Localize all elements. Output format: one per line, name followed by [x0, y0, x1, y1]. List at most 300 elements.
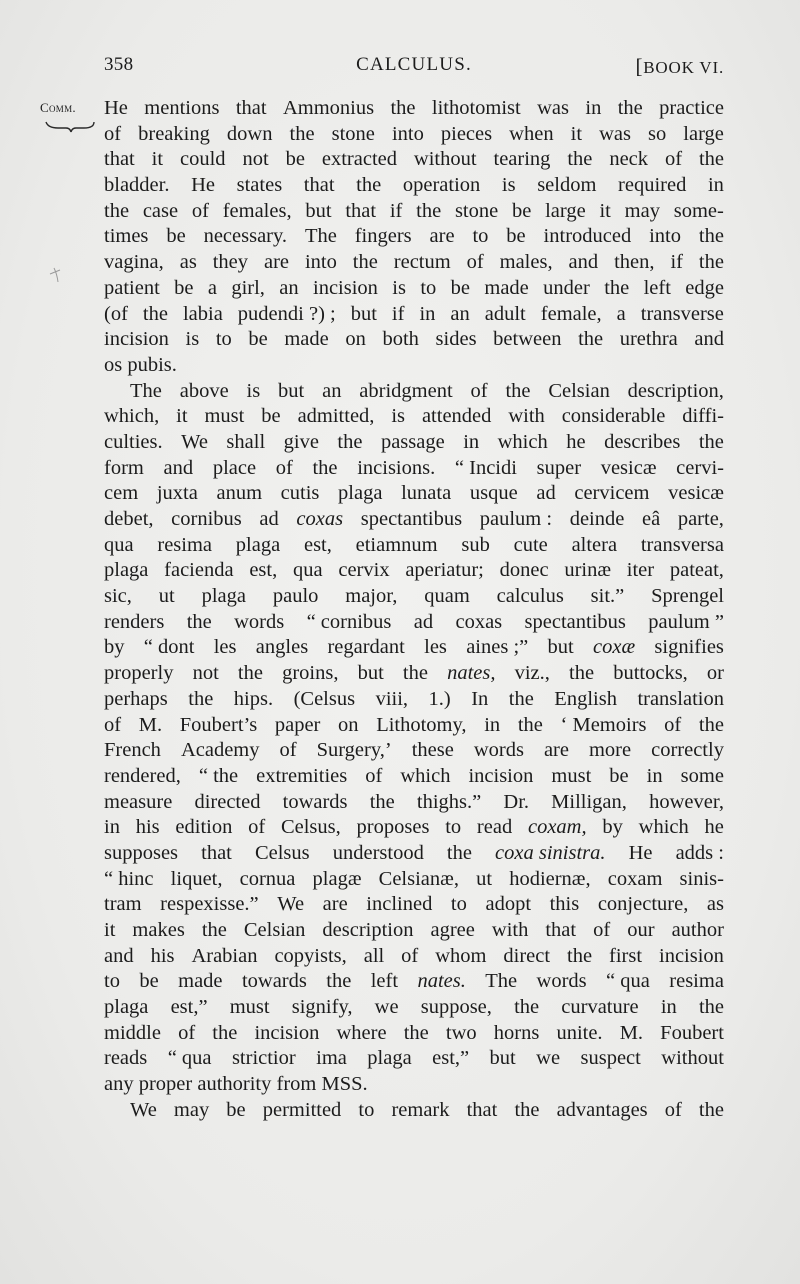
word: an [450, 302, 470, 325]
word: large [545, 199, 586, 222]
word: as [179, 251, 197, 274]
word: seldom [537, 174, 597, 197]
word: that [345, 199, 377, 222]
word: be [261, 405, 281, 428]
word: it [104, 919, 116, 941]
word: tearing [493, 148, 551, 171]
word: words [536, 970, 587, 993]
word: shall [226, 430, 266, 453]
word: “ Incidi [454, 456, 517, 479]
word: females, [222, 199, 292, 222]
word: buttocks, [613, 662, 688, 685]
word: with [491, 919, 529, 941]
word: he [704, 816, 724, 839]
word: of [275, 456, 293, 479]
word: of [664, 148, 683, 171]
word: by [104, 636, 125, 659]
word: be [506, 225, 526, 248]
word: liquet, [170, 867, 223, 890]
word: “ cornibus [306, 610, 392, 633]
word: two [445, 1021, 477, 1044]
word: to [450, 893, 467, 916]
word: supposes [104, 841, 179, 864]
word: but [278, 379, 305, 402]
word: but [305, 199, 332, 222]
word: lunata [401, 482, 452, 505]
word: coxam [607, 867, 663, 890]
word: resima [669, 970, 724, 993]
word: sic, [104, 585, 132, 608]
word: Celsian [548, 379, 610, 402]
word: the [356, 174, 382, 197]
word: in [585, 97, 602, 119]
word: is [501, 174, 516, 197]
chapter-title: CALCULUS. [356, 54, 472, 75]
word: is [246, 379, 261, 402]
word: be [285, 148, 305, 171]
word: if [670, 251, 683, 274]
word: in [104, 816, 120, 839]
word: considerable [561, 405, 666, 428]
word: stone [331, 122, 375, 145]
word: which [497, 430, 548, 453]
word: altera [571, 533, 618, 556]
word: not [242, 148, 269, 171]
word: juxta [156, 482, 198, 505]
word: the [698, 251, 724, 274]
word: where [336, 1021, 387, 1044]
word: above [179, 379, 229, 402]
word: but [357, 662, 384, 685]
word: culties. [104, 430, 163, 453]
text-line [104, 1021, 724, 1047]
word: M. [138, 713, 163, 736]
page-number: 358 [104, 54, 134, 75]
word: lithotomist [431, 97, 521, 119]
word: of [365, 764, 383, 787]
word: vesicæ [668, 482, 724, 505]
word: ‘ Memoirs [560, 713, 647, 736]
word: but [350, 302, 377, 325]
word: tram [104, 893, 142, 916]
word: incision [313, 276, 378, 299]
margin-note-commentary: Comm. [40, 100, 76, 115]
word: reads [104, 1047, 148, 1070]
word: cervi- [676, 456, 724, 479]
word: place [212, 456, 257, 479]
word: hips. [233, 687, 274, 710]
word: it [599, 199, 611, 222]
word: “ hinc [104, 867, 154, 890]
word: adds : [675, 841, 724, 864]
word: description [322, 919, 414, 941]
word: inclined [366, 893, 433, 916]
word: direct [503, 944, 551, 967]
word: patient [104, 276, 160, 299]
word: some [680, 764, 724, 787]
text-line [104, 199, 724, 225]
word: cute [513, 533, 548, 556]
word: by [602, 816, 623, 839]
word: and [163, 456, 194, 479]
word: qua [292, 559, 323, 582]
word: rendered, [104, 764, 181, 787]
word: that [545, 919, 577, 941]
word: 1.) [428, 687, 451, 710]
word: left [643, 276, 671, 299]
pencil-mark-icon [48, 262, 70, 284]
word: labia [182, 302, 223, 325]
word: operation [402, 174, 481, 197]
word: spectantibus [360, 508, 463, 530]
word: Milligan, [551, 790, 627, 813]
word: the [617, 97, 643, 119]
word: on [345, 328, 366, 351]
word: Celsian [243, 919, 306, 941]
word: ad [259, 508, 279, 530]
text-line [104, 302, 724, 328]
word: in [646, 764, 663, 787]
word: curvature [561, 996, 639, 1019]
word: edge [685, 276, 724, 299]
word: so [648, 122, 667, 145]
word: Celsus [254, 841, 310, 864]
word: the [337, 430, 363, 453]
word: super [536, 456, 582, 479]
word: we [374, 996, 399, 1019]
word: bladder. [104, 174, 170, 197]
word: the [569, 662, 595, 685]
word: case [142, 199, 179, 222]
text-line [104, 584, 724, 610]
word: fingers [354, 225, 412, 248]
word: the [326, 970, 352, 993]
word: spectantibus [524, 610, 626, 633]
word: viz., [514, 662, 550, 685]
word: into [649, 225, 682, 248]
word: qua [104, 533, 134, 556]
word: cervix [338, 559, 390, 582]
word: left [370, 970, 399, 993]
word: ad [536, 482, 556, 505]
word: the [201, 919, 227, 941]
word: not [192, 662, 219, 685]
word: He [104, 97, 128, 119]
word: the [403, 1021, 429, 1044]
word: makes [132, 919, 185, 941]
word: urethra [619, 328, 678, 351]
word: in [660, 996, 677, 1019]
word: strictior [231, 1047, 296, 1070]
book-bracket: [ [635, 54, 644, 78]
word: the [508, 687, 534, 710]
word: French [104, 739, 161, 762]
word: incision [104, 328, 169, 351]
word: more [588, 739, 632, 762]
word: est, [303, 533, 332, 556]
word: pudendi ?) ; [237, 302, 336, 325]
word: the [352, 251, 378, 274]
word: We [181, 430, 208, 453]
word: translation [637, 687, 724, 710]
word: of [401, 944, 419, 967]
word: He [191, 174, 215, 197]
word: it [151, 148, 164, 171]
word: both [382, 328, 419, 351]
word: of [104, 713, 122, 736]
word: urinæ [564, 559, 612, 582]
book-label-text: BOOK VI. [643, 58, 724, 77]
word: he [566, 430, 586, 453]
word: but [547, 636, 574, 659]
word: the [604, 276, 630, 299]
text-line [104, 507, 724, 533]
word: (of [104, 302, 128, 325]
word: properly [104, 662, 174, 685]
word: or [706, 662, 724, 685]
word: copyists, [274, 944, 347, 967]
word: “ the [198, 764, 239, 787]
word: all [363, 944, 385, 967]
word: under [543, 276, 590, 299]
word: be [450, 276, 471, 299]
book-label [636, 54, 725, 79]
word: are [263, 251, 289, 274]
word: may [624, 199, 660, 222]
word: made [178, 970, 223, 993]
word: We [130, 1098, 157, 1121]
word: adult [484, 302, 526, 325]
word: the [212, 1021, 238, 1044]
word: coxam, [527, 816, 587, 839]
word: are [543, 739, 569, 762]
word: it [176, 405, 188, 428]
word: parte, [677, 508, 724, 530]
word: coxæ [593, 636, 636, 659]
text-line [104, 430, 724, 456]
word: the [402, 662, 428, 685]
word: extremities [256, 764, 348, 787]
word: transverse [640, 302, 724, 325]
word: ima [316, 1047, 347, 1070]
word: usque [469, 482, 518, 505]
word: incision [468, 764, 534, 787]
word: respexisse.” [160, 893, 259, 916]
word: pieces [440, 122, 493, 145]
text-line [104, 533, 724, 559]
word: between [493, 328, 562, 351]
word: that [466, 1098, 498, 1121]
word: in [707, 174, 724, 197]
word: “ qua [167, 1047, 212, 1070]
text-line [104, 122, 724, 148]
word: pateat, [669, 559, 724, 582]
word: viii, [375, 687, 409, 710]
word: breaking [138, 122, 210, 145]
word: description, [627, 379, 724, 402]
word: anum [216, 482, 263, 505]
text-line [104, 276, 724, 302]
text-line [104, 456, 724, 482]
word: in [463, 430, 480, 453]
word: states [236, 174, 283, 197]
word: large [683, 122, 724, 145]
word: and [694, 328, 724, 351]
word: edition [175, 816, 233, 839]
word: Academy [180, 739, 260, 762]
word: major, [345, 585, 398, 608]
word: to [472, 225, 489, 248]
word: must [204, 405, 245, 428]
word: Foubert’s [179, 713, 258, 736]
text-line [104, 944, 724, 970]
text-line [104, 353, 724, 379]
text-line [104, 635, 724, 661]
word: neck [609, 148, 649, 171]
word: the [446, 841, 472, 864]
word: towards [241, 970, 307, 993]
word: of [466, 251, 484, 274]
word: the [104, 199, 130, 222]
word: rectum [393, 251, 451, 274]
word: author [671, 919, 724, 941]
word: males, [499, 251, 553, 274]
word: the [698, 225, 724, 248]
word: middle [104, 1021, 161, 1044]
word: the [567, 148, 593, 171]
word: donec [499, 559, 549, 582]
text-line [104, 173, 724, 199]
word: may [173, 1098, 210, 1121]
word: abridgment [359, 379, 453, 402]
word: cornua [239, 867, 296, 890]
text-line [104, 327, 724, 353]
word: down [226, 122, 273, 145]
text-line [104, 918, 724, 944]
margin-brace-icon [44, 120, 96, 134]
word: We [277, 893, 305, 916]
word: sides [435, 328, 477, 351]
word: admitted, [297, 405, 375, 428]
word: eâ [641, 508, 661, 530]
word: Sprengel [651, 585, 724, 608]
word: however, [649, 790, 724, 813]
word: understood [332, 841, 424, 864]
word: plaga [104, 996, 149, 1019]
word: adopt [485, 893, 532, 916]
word: Celsianæ, [378, 867, 459, 890]
word: the [514, 996, 540, 1019]
word: was [537, 97, 569, 119]
running-head [104, 54, 724, 84]
word: Ammonius [282, 97, 375, 119]
word: plaga [104, 559, 149, 582]
word: English [554, 687, 617, 710]
word: form [104, 456, 144, 479]
text-line [104, 610, 724, 636]
word: He [628, 841, 653, 864]
word: be [139, 970, 159, 993]
word: coxas [296, 508, 344, 530]
text-line [104, 687, 724, 713]
word: times [104, 225, 149, 248]
word: the [698, 430, 724, 453]
word: be [174, 276, 194, 299]
text-line [104, 790, 724, 816]
text-line [104, 815, 724, 841]
word: this [549, 893, 580, 916]
word: incisions. [357, 456, 436, 479]
word: to [445, 816, 462, 839]
word: advantages [556, 1098, 648, 1121]
word: resima [157, 533, 213, 556]
word: attended [421, 405, 492, 428]
word: sit.” [590, 585, 625, 608]
word: the [505, 379, 531, 402]
word: the [514, 1098, 540, 1121]
word: female, [540, 302, 602, 325]
text-line [104, 1098, 724, 1124]
word: be [226, 1098, 246, 1121]
word: deinde [569, 508, 625, 530]
word: coxas [455, 610, 503, 633]
word: suspect [580, 1047, 641, 1070]
word: into [304, 251, 337, 274]
word: the [517, 713, 543, 736]
word: and [104, 944, 134, 967]
word: paper [274, 713, 321, 736]
word: made [284, 328, 329, 351]
word: be [166, 225, 186, 248]
word: to [358, 1098, 375, 1121]
word: signify, [291, 996, 353, 1019]
word: The [485, 970, 518, 993]
word: The [130, 379, 162, 402]
word: Lithotomy, [376, 713, 467, 736]
word: it [570, 122, 583, 145]
word: words [473, 739, 524, 762]
text-line [104, 481, 724, 507]
word: to [104, 970, 120, 993]
body-text [104, 96, 724, 1124]
text-line [104, 147, 724, 173]
word: paulum : [479, 508, 553, 530]
word: in [419, 302, 436, 325]
text-line [104, 96, 724, 122]
word: aines ;” [466, 636, 529, 659]
word: suppose, [420, 996, 492, 1019]
text-line [104, 738, 724, 764]
word: towards [282, 790, 348, 813]
text-line [104, 404, 724, 430]
word: describes [604, 430, 681, 453]
word: a [616, 302, 626, 325]
word: transversa [640, 533, 724, 556]
word: mentions [144, 97, 220, 119]
word: hodiernæ, [509, 867, 591, 890]
word: of [191, 199, 209, 222]
word: remark [391, 1098, 450, 1121]
word: cervicem [574, 482, 650, 505]
word: the [289, 122, 315, 145]
word: is [392, 276, 406, 299]
text-line [104, 250, 724, 276]
word: incision [254, 1021, 320, 1044]
word: debet, [104, 508, 154, 530]
word: cutis [280, 482, 320, 505]
word: first [609, 944, 643, 967]
word: signifies [654, 636, 724, 659]
